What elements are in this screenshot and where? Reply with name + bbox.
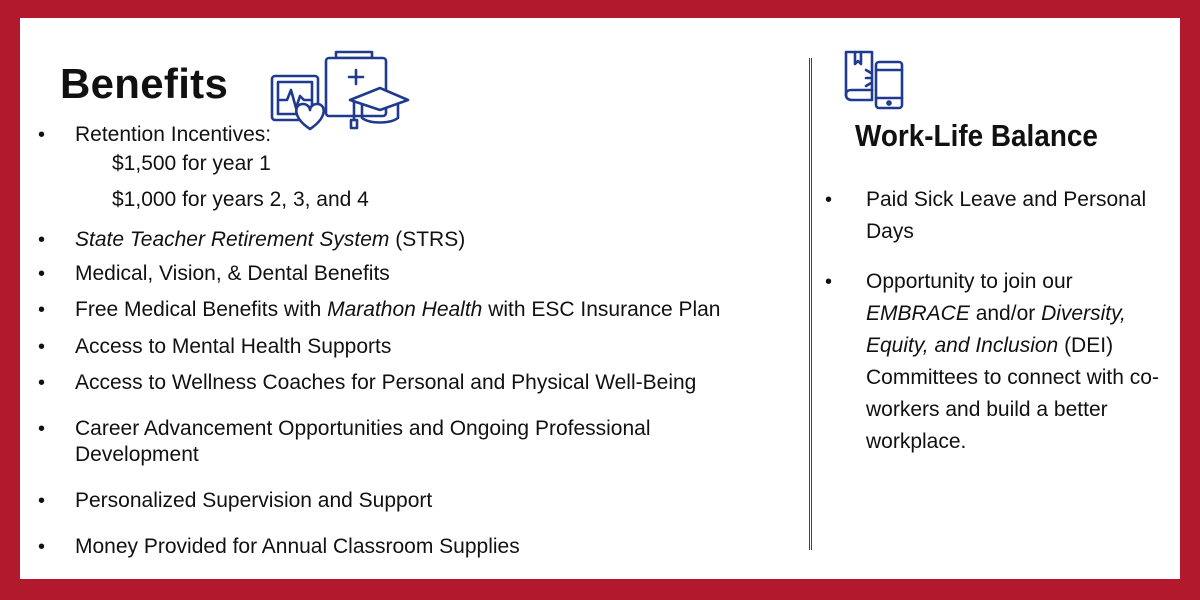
- marathon-health-italic: Marathon Health: [327, 298, 483, 321]
- embrace-italic: EMBRACE: [866, 302, 970, 325]
- medical-text: Medical, Vision, & Dental Benefits: [75, 262, 390, 285]
- strs-text: [75, 227, 465, 253]
- committees-post: (DEI) Committees to connect with co-workers and build a better workplace.: [866, 334, 1159, 453]
- wellness-text: Access to Wellness Coaches for Personal and Physical Well-Being: [75, 371, 697, 394]
- retention-label: Retention Incentives:: [75, 123, 272, 146]
- supervision-text: Personalized Supervision and Support: [75, 489, 433, 512]
- bullet: •: [38, 536, 46, 558]
- committees-mid: and/or: [969, 302, 1042, 325]
- career-text: Career Advancement Opportunities and Ongoing Professional Development: [75, 417, 651, 466]
- bullet: •: [38, 263, 46, 285]
- committees-pre: Opportunity to join our: [866, 270, 1073, 293]
- benefits-card: [20, 18, 1180, 579]
- free-medical-text: [75, 297, 721, 323]
- book-phone-icon: [842, 48, 908, 112]
- bullet: •: [38, 490, 46, 512]
- bullet: •: [825, 271, 833, 293]
- bullet: •: [38, 372, 46, 394]
- strs-rest: (STRS): [389, 228, 466, 251]
- retention-years-2-4: $1,000 for years 2, 3, and 4: [112, 188, 369, 211]
- bullet: •: [38, 299, 46, 321]
- bullet: •: [825, 189, 833, 211]
- committees-text: [866, 266, 1176, 458]
- mental-health-text: Access to Mental Health Supports: [75, 335, 392, 358]
- bullet: •: [38, 336, 46, 358]
- work-life-title: Work-Life Balance: [855, 118, 1098, 153]
- column-divider: [809, 58, 812, 550]
- strs-italic: State Teacher Retirement System: [75, 228, 390, 251]
- free-medical-post: with ESC Insurance Plan: [482, 298, 721, 321]
- benefits-title: Benefits: [60, 60, 229, 107]
- dei-italic: Diversity, Equity, and Inclusion: [866, 302, 1126, 357]
- bullet: •: [38, 418, 46, 440]
- retention-year-1: $1,500 for year 1: [112, 152, 271, 175]
- free-medical-pre: Free Medical Benefits with: [75, 298, 328, 321]
- sick-leave-text: Paid Sick Leave and Personal Days: [866, 188, 1147, 243]
- bullet: •: [38, 124, 46, 146]
- supplies-text: Money Provided for Annual Classroom Supplies: [75, 535, 520, 558]
- bullet: •: [38, 229, 46, 251]
- healthcare-education-icon: [270, 34, 410, 134]
